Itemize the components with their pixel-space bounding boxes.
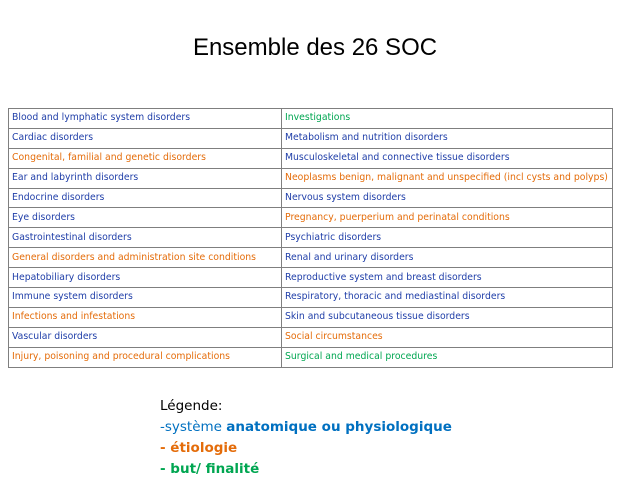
table-row xyxy=(9,128,613,148)
soc-cell: General disorders and administration site conditions xyxy=(9,248,282,268)
soc-cell: Infections and infestations xyxy=(9,307,282,327)
table-row xyxy=(9,109,613,129)
table-row xyxy=(9,268,613,288)
soc-cell: Immune system disorders xyxy=(9,288,282,308)
soc-cell: Vascular disorders xyxy=(9,327,282,347)
soc-cell: Reproductive system and breast disorders xyxy=(282,268,613,288)
soc-cell: Hepatobiliary disorders xyxy=(9,268,282,288)
soc-cell: Nervous system disorders xyxy=(282,188,613,208)
soc-cell: Pregnancy, puerperium and perinatal conditions xyxy=(282,208,613,228)
soc-cell: Investigations xyxy=(282,109,613,129)
table-row xyxy=(9,168,613,188)
table-row xyxy=(9,208,613,228)
soc-cell: Renal and urinary disorders xyxy=(282,248,613,268)
table-row xyxy=(9,228,613,248)
legend-item-but: - but/ finalité xyxy=(160,461,260,477)
legend xyxy=(160,396,452,480)
table-row xyxy=(9,288,613,308)
page-title: Ensemble des 26 SOC xyxy=(192,34,438,61)
soc-cell: Skin and subcutaneous tissue disorders xyxy=(282,307,613,327)
soc-table xyxy=(8,108,613,368)
soc-cell: Eye disorders xyxy=(9,208,282,228)
soc-cell: Social circumstances xyxy=(282,327,613,347)
soc-cell: Injury, poisoning and procedural complications xyxy=(9,347,282,367)
soc-cell: Neoplasms benign, malignant and unspecified (incl cysts and polyps) xyxy=(282,168,613,188)
legend-anatomique-label: anatomique ou physiologique xyxy=(226,419,452,435)
legend-item-etiologie: - étiologie xyxy=(160,440,238,456)
table-row xyxy=(9,307,613,327)
table-row xyxy=(9,248,613,268)
soc-cell: Blood and lymphatic system disorders xyxy=(9,109,282,129)
legend-item-anatomique xyxy=(160,417,452,438)
soc-cell: Psychiatric disorders xyxy=(282,228,613,248)
soc-cell: Musculoskeletal and connective tissue disorders xyxy=(282,148,613,168)
soc-cell: Ear and labyrinth disorders xyxy=(9,168,282,188)
table-row xyxy=(9,327,613,347)
soc-cell: Endocrine disorders xyxy=(9,188,282,208)
soc-cell: Cardiac disorders xyxy=(9,128,282,148)
soc-table-body xyxy=(9,109,613,368)
soc-cell: Respiratory, thoracic and mediastinal disorders xyxy=(282,288,613,308)
table-row xyxy=(9,148,613,168)
legend-title: Légende: xyxy=(160,398,223,414)
soc-cell: Gastrointestinal disorders xyxy=(9,228,282,248)
legend-anatomique-prefix: -système xyxy=(160,419,227,435)
soc-cell: Congenital, familial and genetic disorders xyxy=(9,148,282,168)
table-row xyxy=(9,347,613,367)
soc-cell: Surgical and medical procedures xyxy=(282,347,613,367)
soc-cell: Metabolism and nutrition disorders xyxy=(282,128,613,148)
table-row xyxy=(9,188,613,208)
